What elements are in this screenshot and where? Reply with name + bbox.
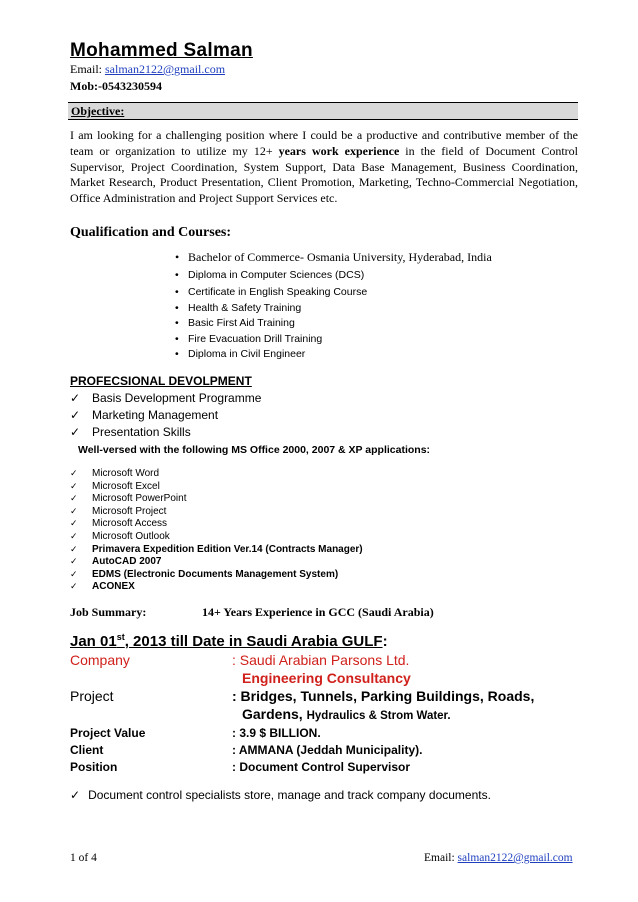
duty-item: [70, 788, 491, 802]
checkmark-icon: ✓: [70, 582, 78, 593]
company-type: Engineering Consultancy: [242, 670, 411, 686]
project-value-continued: [242, 706, 451, 722]
objective-text-end: in the field of Document Control Supervisor, Project Coordination, System Support, Data Base Management, Business Coordination, Market Research, Product Presentation, Client Promotion, Marketing, Techno-Commercial Negotiation, Office Administration and Project Support Services etc.: [70, 143, 578, 206]
list-item: [70, 481, 363, 494]
qualification-item: • Fire Evacuation Drill Training: [175, 332, 367, 348]
qualification-item: • Certificate in English Speaking Course: [175, 285, 367, 301]
ms-office-list: [70, 468, 363, 594]
list-item: [70, 518, 363, 531]
objective-heading-bar: [68, 102, 578, 120]
objective-text: [70, 128, 578, 207]
footer-email: [424, 852, 573, 864]
project-value-gardens: Gardens,: [242, 706, 307, 722]
position-label: Position: [70, 760, 118, 774]
footer-email-link[interactable]: salman2122@gmail.com: [457, 852, 573, 864]
list-item-label: Microsoft Access: [92, 518, 168, 530]
qualification-list-secondary: [175, 269, 364, 281]
job-summary-label: Job Summary:: [70, 605, 147, 619]
employment-date-heading: [70, 632, 388, 650]
checkmark-icon: ✓: [70, 391, 81, 405]
footer-email-label: Email:: [424, 852, 455, 864]
list-item: [70, 407, 261, 424]
list-item-label: Microsoft PowerPoint: [92, 493, 187, 505]
project-label: Project: [70, 688, 114, 704]
objective-text-start: I am looking for a challenging position where I could be a productive and contributive member of the team or organization to utilize my 12+: [70, 128, 578, 158]
list-item-label: ACONEX: [92, 581, 135, 593]
qualification-item: • Diploma in Computer Sciences (DCS): [175, 269, 364, 281]
page-number: 1 of 4: [70, 852, 97, 864]
checkmark-icon: ✓: [70, 408, 81, 422]
project-value-label: Project Value: [70, 726, 146, 740]
list-item-label: EDMS (Electronic Documents Management System): [92, 568, 339, 580]
employment-date-end: , 2013 till Date in Saudi Arabia GULF: [124, 633, 383, 650]
list-item: [70, 424, 261, 441]
list-item: [70, 390, 261, 407]
checkmark-icon: ✓: [70, 506, 78, 517]
list-item-label: Basis Development Programme: [92, 391, 262, 405]
professional-development-list: [70, 390, 261, 441]
list-item-label: Marketing Management: [92, 408, 219, 422]
checkmark-icon: ✓: [70, 569, 78, 580]
checkmark-icon: ✓: [70, 544, 78, 555]
list-item: [70, 581, 363, 594]
list-item: [70, 493, 363, 506]
checkmark-icon: ✓: [70, 788, 81, 802]
mobile-number: Mob:-0543230594: [70, 79, 162, 93]
list-item-label: Presentation Skills: [92, 425, 191, 439]
list-item: [70, 506, 363, 519]
checkmark-icon: ✓: [70, 531, 78, 542]
list-item-label: Primavera Expedition Edition Ver.14 (Contracts Manager): [92, 543, 363, 555]
email-link[interactable]: salman2122@gmail.com: [105, 62, 226, 76]
list-item: [70, 556, 363, 569]
project-value: : Bridges, Tunnels, Parking Buildings, Roads,: [232, 688, 535, 704]
ms-office-heading: Well-versed with the following MS Office 2000, 2007 & XP applications:: [78, 444, 431, 456]
client-value: : AMMANA (Jeddah Municipality).: [232, 743, 423, 757]
qualification-list-primary: [175, 250, 492, 265]
checkmark-icon: ✓: [70, 557, 78, 568]
client-label: Client: [70, 743, 104, 757]
list-item-label: Microsoft Project: [92, 505, 167, 517]
list-item: [70, 544, 363, 557]
position-value: : Document Control Supervisor: [232, 760, 411, 774]
list-item-label: AutoCAD 2007: [92, 556, 162, 568]
checkmark-icon: ✓: [70, 469, 78, 479]
qualification-item: • Bachelor of Commerce- Osmania University, Hyderabad, India: [175, 250, 492, 265]
qualification-item: • Diploma in Civil Engineer: [175, 347, 367, 363]
employment-date-start: Jan 01: [70, 633, 117, 650]
list-item-label: Microsoft Excel: [92, 480, 160, 492]
qualifications-heading: Qualification and Courses:: [70, 225, 232, 240]
company-value: : Saudi Arabian Parsons Ltd.: [232, 652, 410, 668]
employment-date-ordinal: st: [116, 632, 125, 642]
list-item-label: Microsoft Word: [92, 468, 160, 479]
objective-heading: Objective:: [71, 104, 125, 118]
list-item: [70, 468, 363, 481]
checkmark-icon: ✓: [70, 519, 78, 530]
qualification-item: • Health & Safety Training: [175, 301, 367, 317]
professional-development-heading: PROFECSIONAL DEVOLPMENT: [70, 374, 252, 388]
objective-text-emphasis: years work experience: [278, 143, 400, 158]
email-label: Email:: [70, 62, 102, 76]
duty-text: Document control specialists store, manage and track company documents.: [88, 788, 491, 802]
email-line: [70, 62, 225, 77]
candidate-name: Mohammed Salman: [70, 40, 253, 61]
list-item: [70, 569, 363, 582]
list-item-label: Microsoft Outlook: [92, 530, 170, 542]
checkmark-icon: ✓: [70, 494, 78, 505]
project-value-amount: : 3.9 $ BILLION.: [232, 726, 321, 740]
employment-date-colon: :: [382, 633, 388, 650]
checkmark-icon: ✓: [70, 425, 81, 439]
company-label: Company: [70, 652, 130, 668]
qualification-item: • Basic First Aid Training: [175, 316, 367, 332]
checkmark-icon: ✓: [70, 481, 78, 492]
list-item: [70, 531, 363, 544]
project-value-hydraulics: Hydraulics & Strom Water.: [306, 710, 451, 722]
qualification-list-courses: [175, 285, 367, 363]
job-summary-value: 14+ Years Experience in GCC (Saudi Arabia): [202, 605, 434, 619]
